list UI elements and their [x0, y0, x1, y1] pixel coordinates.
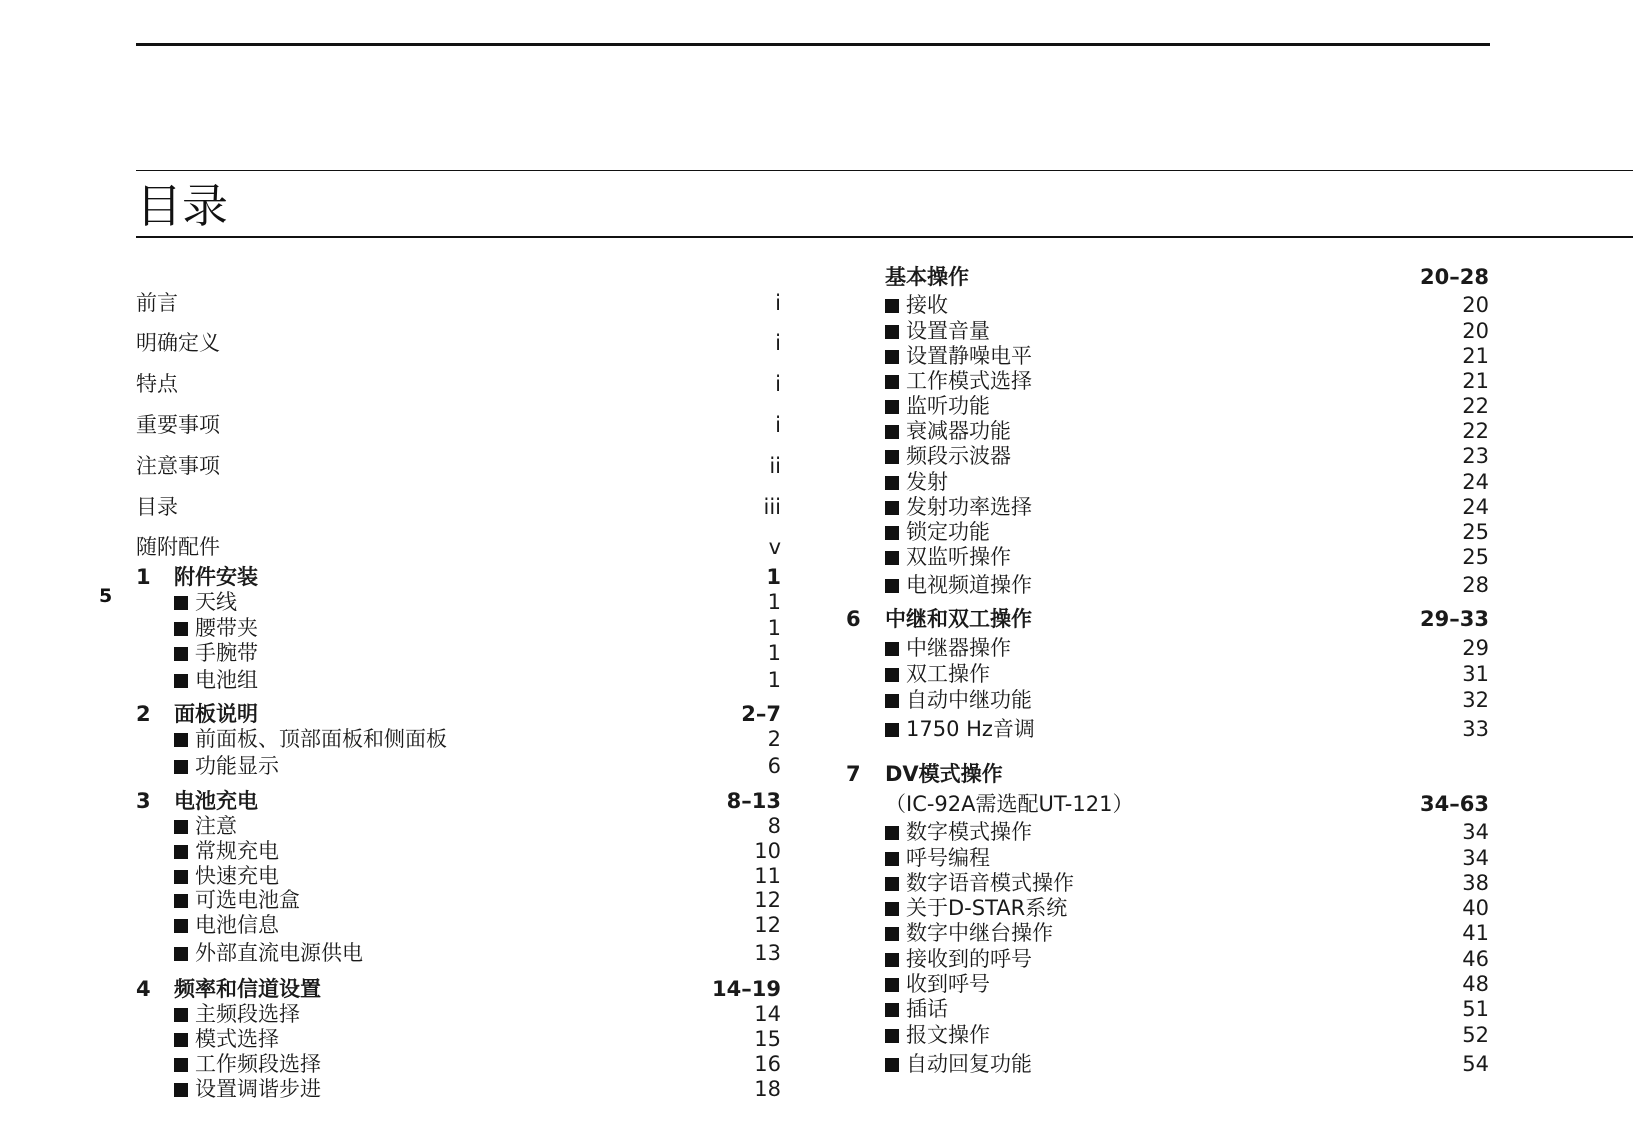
- toc-entry-page: 6: [767, 754, 781, 778]
- section-number: 6: [846, 607, 861, 631]
- toc-entry[interactable]: [846, 919, 1489, 947]
- toc-entry-page: 54: [1462, 1052, 1489, 1076]
- toc-entry-label: 电池组: [195, 668, 258, 692]
- toc-entry[interactable]: [136, 329, 781, 357]
- toc-entry-page: 1: [767, 590, 781, 614]
- chapter-side-tab: 5: [99, 585, 113, 607]
- toc-entry-page: i: [775, 372, 781, 396]
- square-bullet-icon: [885, 927, 899, 941]
- square-bullet-icon: [885, 526, 899, 540]
- toc-entry[interactable]: [136, 588, 781, 616]
- toc-entry-label: 数字模式操作: [906, 820, 1032, 844]
- toc-entry[interactable]: [136, 886, 781, 914]
- square-bullet-icon: [885, 501, 899, 515]
- square-bullet-icon: [885, 551, 899, 565]
- toc-entry-label: 特点: [136, 372, 178, 396]
- toc-entry[interactable]: [846, 686, 1489, 714]
- toc-entry-page: 29: [1462, 636, 1489, 660]
- square-bullet-icon: [174, 674, 188, 688]
- toc-entry-label: 关于D-STAR系统: [906, 896, 1068, 920]
- toc-entry-label: 工作模式选择: [906, 369, 1032, 393]
- square-bullet-icon: [885, 299, 899, 313]
- square-bullet-icon: [174, 596, 188, 610]
- toc-entry-page: 38: [1462, 871, 1489, 895]
- toc-entry[interactable]: [846, 660, 1489, 688]
- toc-entry[interactable]: [846, 869, 1489, 897]
- toc-entry-label: 报文操作: [906, 1023, 990, 1047]
- toc-entry-label: 监听功能: [906, 394, 990, 418]
- toc-entry[interactable]: [846, 818, 1489, 846]
- toc-entry-label: 随附配件: [136, 535, 220, 559]
- toc-entry-label: 设置调谐步进: [195, 1077, 321, 1101]
- toc-entry-label: 工作频段选择: [195, 1052, 321, 1076]
- toc-entry-page: 12: [754, 913, 781, 937]
- square-bullet-icon: [885, 1003, 899, 1017]
- square-bullet-icon: [174, 845, 188, 859]
- toc-entry-page: 24: [1462, 470, 1489, 494]
- toc-section-heading[interactable]: [136, 700, 781, 728]
- toc-entry-page: 40: [1462, 896, 1489, 920]
- toc-entry-page: 52: [1462, 1023, 1489, 1047]
- square-bullet-icon: [885, 902, 899, 916]
- toc-entry[interactable]: [846, 518, 1489, 546]
- toc-entry[interactable]: [136, 911, 781, 939]
- toc-entry[interactable]: [846, 634, 1489, 662]
- square-bullet-icon: [885, 826, 899, 840]
- toc-entry-page: 41: [1462, 921, 1489, 945]
- toc-entry-label: 手腕带: [195, 641, 258, 665]
- square-bullet-icon: [174, 947, 188, 961]
- toc-section-heading[interactable]: [846, 263, 1489, 291]
- top-rule: [136, 43, 1490, 46]
- toc-entry-label: 数字语音模式操作: [906, 871, 1074, 895]
- toc-entry-page: 51: [1462, 997, 1489, 1021]
- toc-entry-label: 功能显示: [195, 754, 279, 778]
- square-bullet-icon: [174, 1083, 188, 1097]
- square-bullet-icon: [885, 953, 899, 967]
- toc-entry-label: 注意事项: [136, 454, 220, 478]
- square-bullet-icon: [174, 919, 188, 933]
- title-bottom-rule: [136, 236, 1633, 238]
- section-title: DV模式操作: [885, 762, 1003, 786]
- square-bullet-icon: [885, 476, 899, 490]
- section-title: 频率和信道设置: [174, 977, 321, 1001]
- toc-entry-label: 重要事项: [136, 413, 220, 437]
- toc-entry[interactable]: [846, 1021, 1489, 1049]
- toc-entry-label: 注意: [195, 814, 237, 838]
- toc-entry[interactable]: [846, 543, 1489, 571]
- toc-entry[interactable]: [136, 752, 781, 780]
- toc-entry-label: 自动回复功能: [906, 1052, 1032, 1076]
- toc-entry-page: 16: [754, 1052, 781, 1076]
- toc-entry[interactable]: [136, 370, 781, 398]
- toc-entry[interactable]: [846, 468, 1489, 496]
- square-bullet-icon: [174, 870, 188, 884]
- toc-entry-page: i: [775, 331, 781, 355]
- section-number: 1: [136, 565, 151, 589]
- toc-entry[interactable]: [136, 1050, 781, 1078]
- toc-entry-label: 中继器操作: [906, 636, 1011, 660]
- toc-section-heading[interactable]: [136, 563, 781, 591]
- toc-entry-page: 32: [1462, 688, 1489, 712]
- toc-entry-label: 设置音量: [906, 319, 990, 343]
- toc-entry-page: 46: [1462, 947, 1489, 971]
- toc-entry-label: 发射: [906, 470, 948, 494]
- toc-entry-page: 8: [767, 814, 781, 838]
- square-bullet-icon: [174, 820, 188, 834]
- section-number: 7: [846, 762, 861, 786]
- toc-entry-label: 双监听操作: [906, 545, 1011, 569]
- section-number: 4: [136, 977, 151, 1001]
- toc-entry[interactable]: [846, 291, 1489, 319]
- toc-entry-label: 电视频道操作: [906, 573, 1032, 597]
- toc-entry[interactable]: [136, 452, 781, 480]
- toc-entry-page: 1: [767, 616, 781, 640]
- section-pages: 1: [766, 565, 781, 589]
- square-bullet-icon: [174, 1058, 188, 1072]
- toc-entry-label: 频段示波器: [906, 444, 1011, 468]
- section-pages: 14–19: [712, 977, 781, 1001]
- toc-entry-page: 48: [1462, 972, 1489, 996]
- toc-entry-page: 2: [767, 727, 781, 751]
- section-number: 2: [136, 702, 151, 726]
- page-title: 目录: [136, 179, 228, 233]
- toc-entry[interactable]: [846, 493, 1489, 521]
- toc-entry-page: 34: [1462, 820, 1489, 844]
- toc-entry-page: 13: [754, 941, 781, 965]
- section-pages: 2–7: [741, 702, 781, 726]
- toc-entry[interactable]: [136, 666, 781, 694]
- square-bullet-icon: [885, 400, 899, 414]
- toc-entry[interactable]: [846, 894, 1489, 922]
- toc-entry-page: 23: [1462, 444, 1489, 468]
- toc-entry-page: 25: [1462, 545, 1489, 569]
- toc-entry-label: 双工操作: [906, 662, 990, 686]
- toc-entry-page: 33: [1462, 717, 1489, 741]
- toc-entry-label: 发射功率选择: [906, 495, 1032, 519]
- section-pages: 8–13: [726, 789, 781, 813]
- toc-entry-page: 18: [754, 1077, 781, 1101]
- square-bullet-icon: [174, 760, 188, 774]
- toc-entry[interactable]: [136, 837, 781, 865]
- toc-section-heading[interactable]: [136, 975, 781, 1003]
- toc-entry-label: 接收到的呼号: [906, 947, 1032, 971]
- toc-section-subtitle[interactable]: [846, 790, 1489, 818]
- toc-entry-label: 可选电池盒: [195, 888, 300, 912]
- toc-entry[interactable]: [846, 945, 1489, 973]
- toc-entry-page: i: [775, 413, 781, 437]
- toc-entry-label: 收到呼号: [906, 972, 990, 996]
- toc-entry[interactable]: [846, 844, 1489, 872]
- toc-entry[interactable]: [846, 1050, 1489, 1078]
- toc-entry-label: 前言: [136, 291, 178, 315]
- toc-entry-page: v: [768, 535, 781, 559]
- toc-entry[interactable]: [846, 442, 1489, 470]
- toc-entry-label: 模式选择: [195, 1027, 279, 1051]
- toc-entry-page: 21: [1462, 344, 1489, 368]
- square-bullet-icon: [885, 642, 899, 656]
- toc-entry[interactable]: [136, 1000, 781, 1028]
- square-bullet-icon: [885, 579, 899, 593]
- toc-entry-page: 28: [1462, 573, 1489, 597]
- toc-entry-page: 1: [767, 668, 781, 692]
- square-bullet-icon: [885, 877, 899, 891]
- toc-entry-label: 设置静噪电平: [906, 344, 1032, 368]
- toc-entry[interactable]: [136, 1025, 781, 1053]
- toc-entry[interactable]: [846, 571, 1489, 599]
- toc-entry[interactable]: [136, 411, 781, 439]
- toc-entry[interactable]: [846, 392, 1489, 420]
- toc-entry[interactable]: [136, 493, 781, 521]
- section-pages: 34–63: [1420, 792, 1489, 816]
- toc-entry-label: 衰减器功能: [906, 419, 1011, 443]
- square-bullet-icon: [174, 733, 188, 747]
- toc-entry-page: 15: [754, 1027, 781, 1051]
- toc-entry[interactable]: [846, 715, 1489, 743]
- toc-entry[interactable]: [136, 533, 781, 561]
- toc-section-heading[interactable]: [846, 760, 1489, 788]
- toc-entry[interactable]: [846, 342, 1489, 370]
- section-title: 中继和双工操作: [885, 607, 1032, 631]
- square-bullet-icon: [174, 1033, 188, 1047]
- square-bullet-icon: [174, 647, 188, 661]
- toc-section-heading[interactable]: [136, 787, 781, 815]
- toc-entry[interactable]: [846, 995, 1489, 1023]
- square-bullet-icon: [885, 1058, 899, 1072]
- section-title: 电池充电: [174, 789, 258, 813]
- toc-entry-page: 20: [1462, 293, 1489, 317]
- toc-entry[interactable]: [846, 317, 1489, 345]
- square-bullet-icon: [885, 852, 899, 866]
- toc-entry-page: i: [775, 291, 781, 315]
- toc-entry-label: 1750 Hz音调: [906, 717, 1035, 741]
- toc-entry[interactable]: [136, 812, 781, 840]
- toc-entry[interactable]: [136, 1075, 781, 1103]
- toc-entry-page: 31: [1462, 662, 1489, 686]
- square-bullet-icon: [174, 1008, 188, 1022]
- square-bullet-icon: [885, 1029, 899, 1043]
- toc-entry-page: iii: [763, 495, 781, 519]
- toc-section-heading[interactable]: [846, 605, 1489, 633]
- section-pages: 20–28: [1420, 265, 1489, 289]
- toc-entry-label: 主频段选择: [195, 1002, 300, 1026]
- section-subtitle: （IC-92A需选配UT-121）: [885, 792, 1134, 816]
- toc-entry-page: 1: [767, 641, 781, 665]
- square-bullet-icon: [174, 894, 188, 908]
- toc-entry-label: 腰带夹: [195, 616, 258, 640]
- square-bullet-icon: [885, 978, 899, 992]
- toc-entry[interactable]: [136, 639, 781, 667]
- square-bullet-icon: [885, 694, 899, 708]
- toc-entry-page: 24: [1462, 495, 1489, 519]
- toc-entry-label: 数字中继台操作: [906, 921, 1053, 945]
- square-bullet-icon: [885, 325, 899, 339]
- square-bullet-icon: [885, 668, 899, 682]
- toc-entry-label: 接收: [906, 293, 948, 317]
- toc-entry-page: 25: [1462, 520, 1489, 544]
- toc-entry-page: 22: [1462, 394, 1489, 418]
- toc-entry[interactable]: [136, 939, 781, 967]
- toc-entry-label: 自动中继功能: [906, 688, 1032, 712]
- section-pages: 29–33: [1420, 607, 1489, 631]
- toc-entry-label: 电池信息: [195, 913, 279, 937]
- toc-entry-page: 20: [1462, 319, 1489, 343]
- toc-entry-page: 22: [1462, 419, 1489, 443]
- toc-entry-page: 11: [754, 864, 781, 888]
- toc-entry[interactable]: [136, 614, 781, 642]
- section-number: 3: [136, 789, 151, 813]
- square-bullet-icon: [885, 425, 899, 439]
- toc-entry-page: 10: [754, 839, 781, 863]
- toc-entry-label: 快速充电: [195, 864, 279, 888]
- toc-entry[interactable]: [846, 417, 1489, 445]
- toc-entry-page: 34: [1462, 846, 1489, 870]
- toc-entry-label: 目录: [136, 495, 178, 519]
- square-bullet-icon: [885, 350, 899, 364]
- toc-entry-label: 天线: [195, 590, 237, 614]
- toc-entry[interactable]: [846, 970, 1489, 998]
- toc-entry-label: 插话: [906, 997, 948, 1021]
- toc-entry-page: 14: [754, 1002, 781, 1026]
- toc-entry[interactable]: [136, 289, 781, 317]
- section-title: 基本操作: [885, 265, 969, 289]
- square-bullet-icon: [174, 622, 188, 636]
- section-title: 面板说明: [174, 702, 258, 726]
- toc-entry-page: 21: [1462, 369, 1489, 393]
- section-title: 附件安装: [174, 565, 258, 589]
- toc-entry[interactable]: [136, 725, 781, 753]
- toc-entry-page: ii: [769, 454, 781, 478]
- square-bullet-icon: [885, 375, 899, 389]
- toc-entry-page: 12: [754, 888, 781, 912]
- title-top-rule: [136, 170, 1633, 171]
- square-bullet-icon: [885, 450, 899, 464]
- toc-entry-label: 常规充电: [195, 839, 279, 863]
- square-bullet-icon: [885, 723, 899, 737]
- toc-entry-label: 外部直流电源供电: [195, 941, 363, 965]
- toc-entry-label: 前面板、顶部面板和侧面板: [195, 727, 447, 751]
- toc-entry-label: 呼号编程: [906, 846, 990, 870]
- toc-entry-label: 明确定义: [136, 331, 220, 355]
- toc-entry-label: 锁定功能: [906, 520, 990, 544]
- toc-entry[interactable]: [846, 367, 1489, 395]
